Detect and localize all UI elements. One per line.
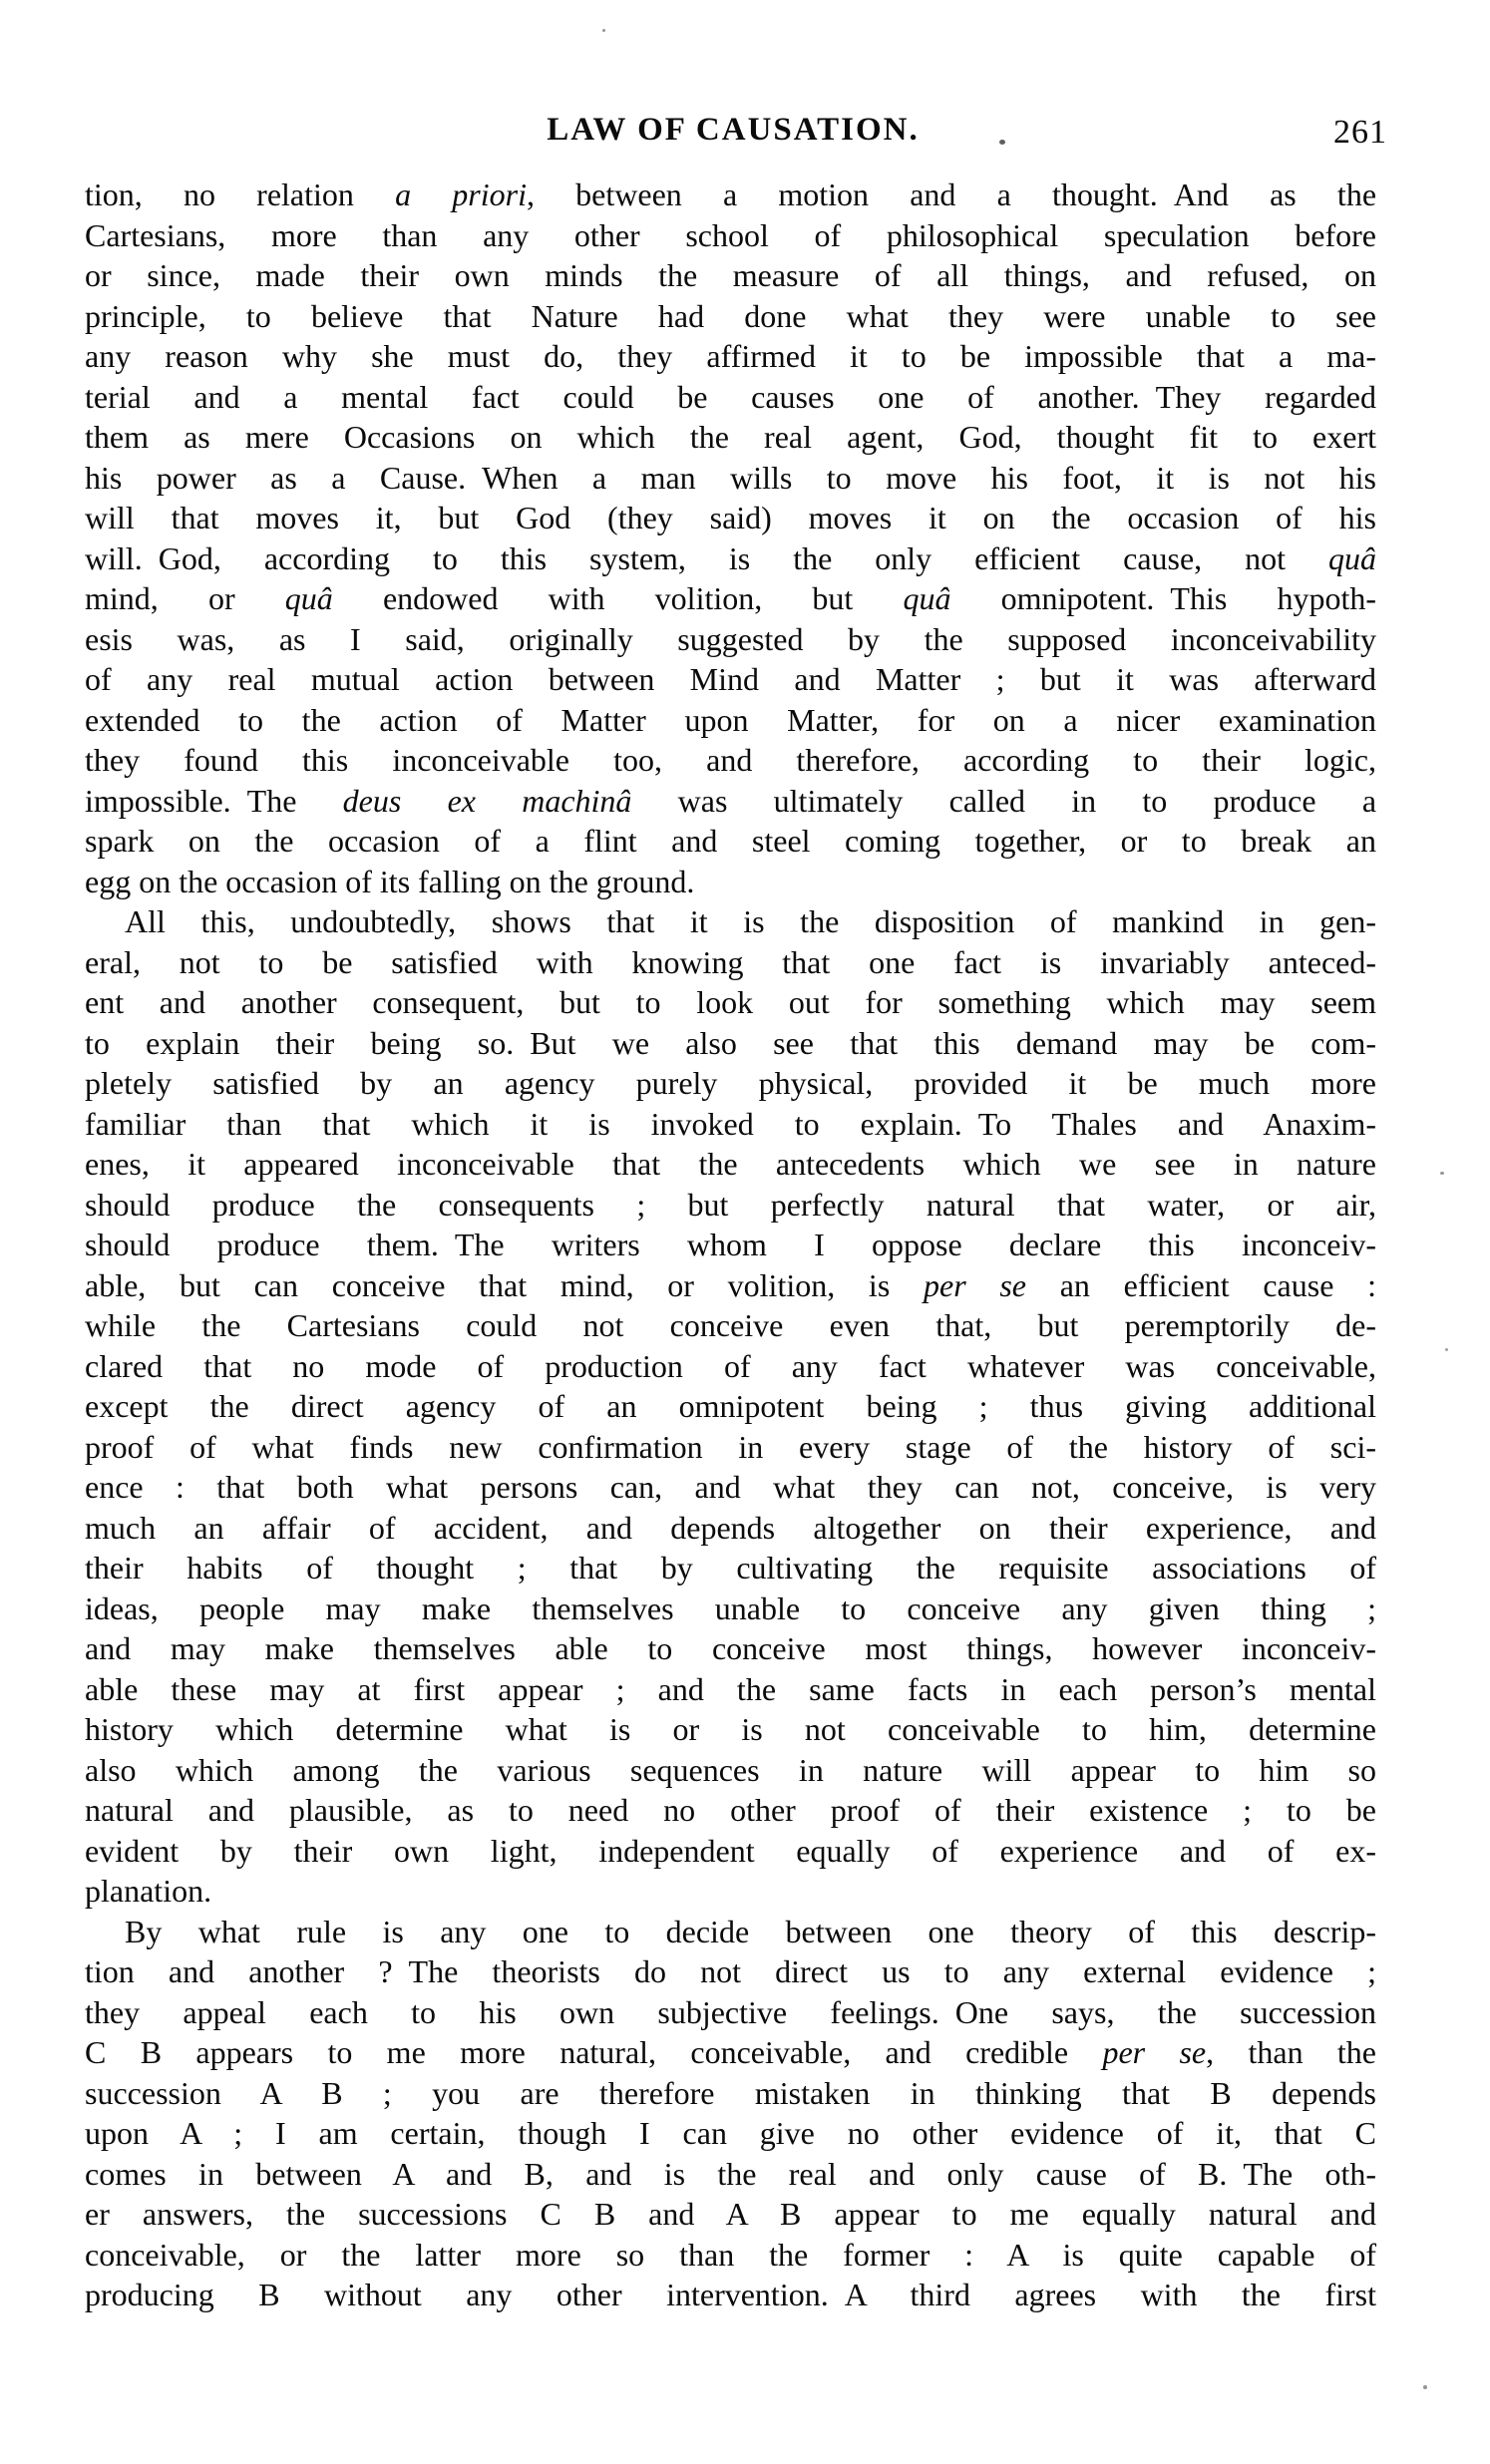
text-line: comes in between A and B, and is the real and only cause of B. The oth- [85, 2155, 1376, 2192]
text-line: clared that no mode of production of any fact whatever was conceivable, [85, 1347, 1376, 1384]
text-line: able these may at first appear ; and the same facts in each person’s mental [85, 1670, 1376, 1707]
text-line: ent and another consequent, but to look out for something which may seem [85, 984, 1376, 1020]
text-line: producing B without any other intervention. A third agrees with the first [85, 2277, 1376, 2312]
text-line: eral, not to be satisfied with knowing that one fact is invariably anteced- [85, 943, 1376, 980]
text-line: will. God, according to this system, is the only efficient cause, not quâ [85, 539, 1376, 576]
text-line: and may make themselves able to conceive most things, however inconceiv- [85, 1630, 1376, 1666]
text-line: them as mere Occasions on which the real agent, God, thought fit to exert [85, 419, 1376, 455]
text-line: will that moves it, but God (they said) moves it on the occasion of his [85, 500, 1376, 535]
page-number: 261 [1333, 114, 1387, 151]
text-line: enes, it appeared inconceivable that the antecedents which we see in nature [85, 1146, 1376, 1182]
paragraph [85, 1912, 1376, 2315]
text-line: mind, or quâ endowed with volition, but quâ omnipotent. This hypoth- [85, 580, 1377, 616]
text-line: All this, undoubtedly, shows that it is the disposition of mankind in gen- [125, 903, 1376, 939]
text-line: impossible. The deus ex machinâ was ultimately called in to produce a [85, 782, 1377, 819]
text-line: able, but can conceive that mind, or volition, is per se an efficient cause : [85, 1266, 1377, 1303]
text-line: or since, made their own minds the measure of all things, and refused, on [85, 257, 1376, 293]
text-line: tion, no relation a priori, between a motion and a thought. And as the [85, 176, 1377, 212]
paragraph [85, 901, 1376, 1912]
text-line: tion and another ? The theorists do not direct us to any external evidence ; [85, 1953, 1376, 1989]
text-line: ideas, people may make themselves unable to conceive any given thing ; [85, 1589, 1376, 1626]
text-line: natural and plausible, as to need no other proof of their existence ; to be [85, 1792, 1376, 1828]
text-line: proof of what finds new confirmation in every stage of the history of sci- [85, 1428, 1376, 1465]
text-line: esis was, as I said, originally suggested by the supposed inconceivability [85, 620, 1376, 657]
text-line: also which among the various sequences in nature will appear to him so [85, 1751, 1376, 1788]
text-line: his power as a Cause. When a man wills to move his foot, it is not his [85, 459, 1376, 496]
text-line: succession A B ; you are therefore mistaken in thinking that B depends [85, 2074, 1376, 2111]
text-line: pletely satisfied by an agency purely physical, provided it be much more [85, 1065, 1376, 1101]
paragraph [85, 175, 1376, 901]
scan-speck-artifact [1423, 2385, 1427, 2389]
scan-speck-artifact [602, 29, 605, 32]
text-line: history which determine what is or is not conceivable to him, determine [85, 1711, 1376, 1747]
text-line: By what rule is any one to decide between one theory of this descrip- [125, 1913, 1376, 1949]
text-block [85, 175, 1376, 2315]
scan-speck-artifact [999, 140, 1005, 145]
text-line: upon A ; I am certain, though I can give no other evidence of it, that C [85, 2115, 1376, 2151]
text-line: their habits of thought ; that by cultivating the requisite associations of [85, 1550, 1376, 1585]
text-line: should produce them. The writers whom I oppose declare this inconceiv- [85, 1227, 1376, 1262]
text-line: planation. [85, 1873, 212, 1909]
text-line: familiar than that which it is invoked to explain. To Thales and Anaxim- [85, 1105, 1376, 1142]
text-line: conceivable, or the latter more so than the former : A is quite capable of [85, 2236, 1376, 2273]
text-line: much an affair of accident, and depends altogether on their experience, and [85, 1509, 1376, 1546]
text-line: C B appears to me more natural, conceivable, and credible per se, than the [85, 2034, 1376, 2070]
text-line: should produce the consequents ; but perfectly natural that water, or air, [85, 1186, 1376, 1223]
text-line: any reason why she must do, they affirmed it to be impossible that a ma- [85, 338, 1376, 374]
text-line: Cartesians, more than any other school of philosophical speculation before [85, 216, 1376, 253]
text-line: extended to the action of Matter upon Matter, for on a nicer examination [85, 701, 1376, 738]
text-line: spark on the occasion of a flint and steel coming together, or to break an [85, 823, 1376, 859]
text-line: they found this inconceivable too, and therefore, according to their logic, [85, 742, 1376, 778]
text-line: of any real mutual action between Mind and Matter ; but it was afterward [85, 661, 1376, 697]
text-line: while the Cartesians could not conceive even that, but peremptorily de- [85, 1307, 1376, 1343]
running-title: LAW OF CAUSATION. [547, 112, 920, 148]
text-line: evident by their own light, independent equally of experience and of ex- [85, 1832, 1376, 1869]
scan-speck-artifact [1445, 1348, 1448, 1351]
text-line: they appeal each to his own subjective feelings. One says, the succession [85, 1993, 1376, 2030]
page-header [85, 112, 1387, 158]
text-line: principle, to believe that Nature had done what they were unable to see [85, 297, 1376, 334]
text-line: ence : that both what persons can, and what they can not, conceive, is very [85, 1469, 1376, 1505]
text-line: er answers, the successions C B and A B appear to me equally natural and [85, 2196, 1376, 2232]
text-line: except the direct agency of an omnipotent being ; thus giving additional [85, 1388, 1376, 1424]
text-line: terial and a mental fact could be causes one of another. They regarded [85, 378, 1376, 415]
scan-speck-artifact [1440, 1172, 1444, 1175]
text-line: to explain their being so. But we also see that this demand may be com- [85, 1024, 1376, 1061]
text-line: egg on the occasion of its falling on the ground. [85, 863, 695, 899]
